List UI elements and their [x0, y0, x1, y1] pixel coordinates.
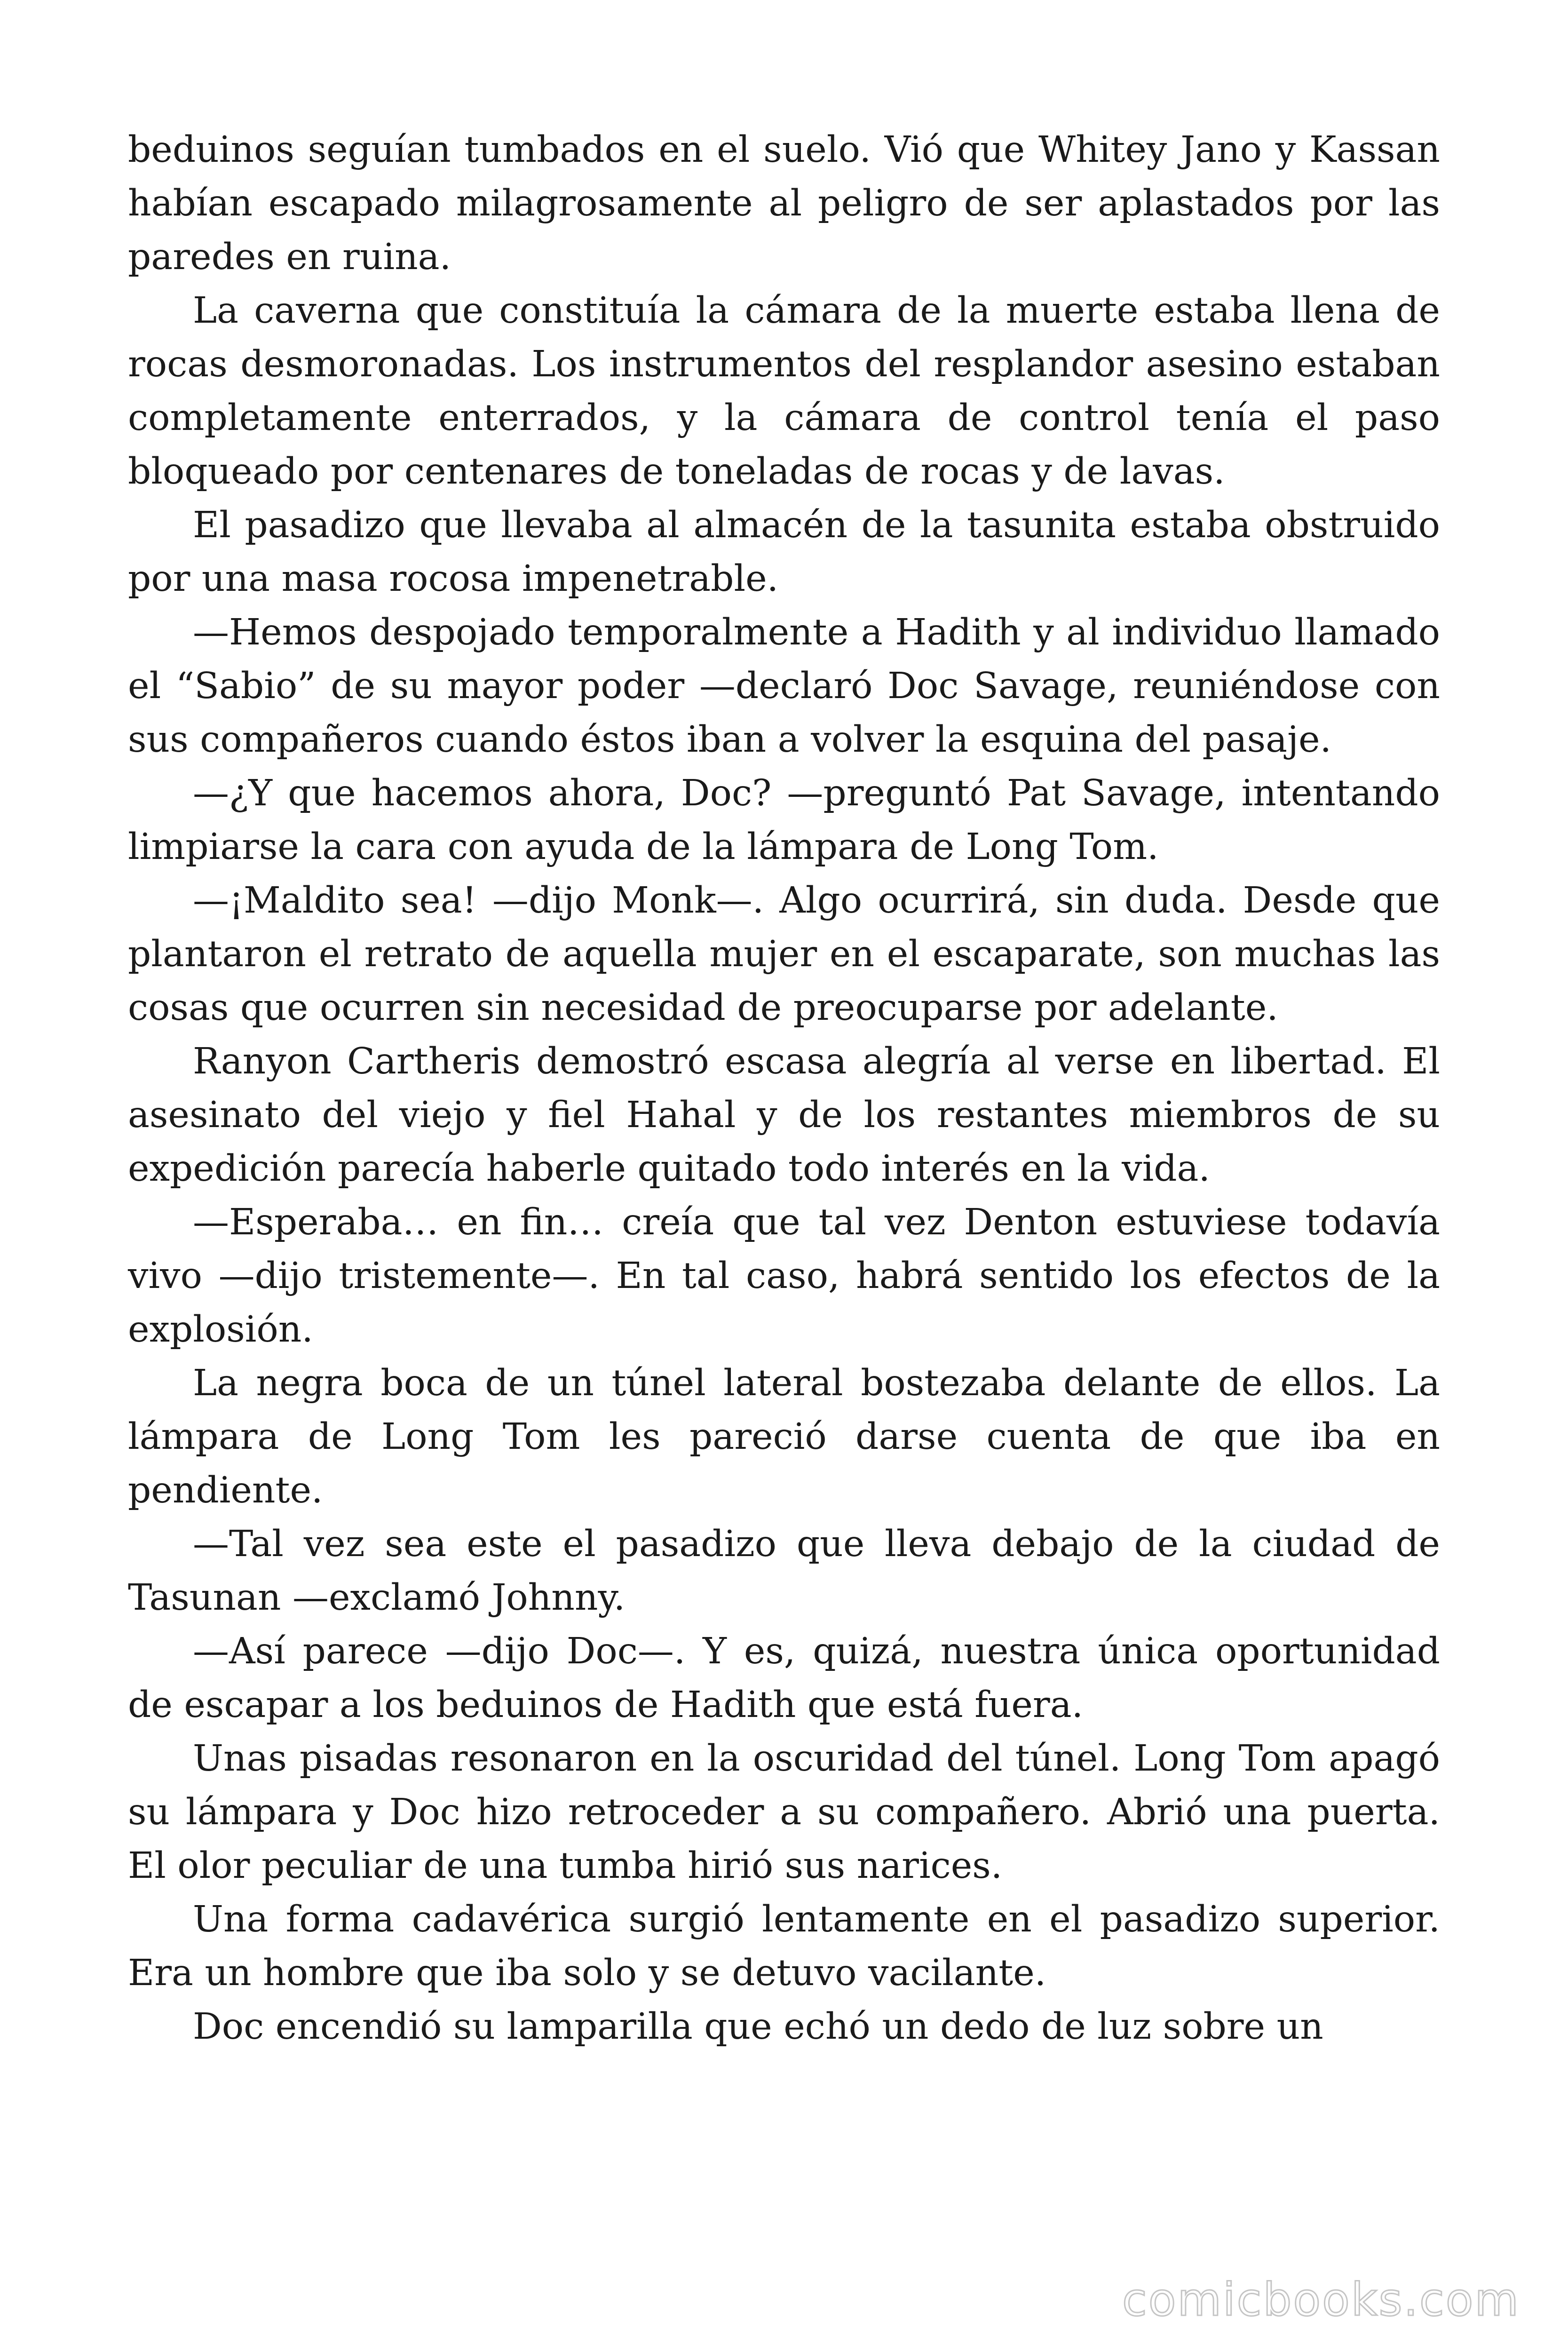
paragraph-14: Doc encendió su lamparilla que echó un dedo de luz sobre un [193, 2006, 1323, 2048]
watermark: comicbooks.com [1122, 2273, 1520, 2326]
paragraph-13: Una forma cadavérica surgió lentamente en el pasadizo superior. Era un hombre que iba solo y se detuvo vacilante. [128, 1899, 1440, 1994]
paragraph-2: La caverna que constituía la cámara de la muerte estaba llena de rocas desmoronadas. Los instrumentos del resplandor asesino estaban completamente enterrados, y la cámara de control tenía el paso bloqueado por centenares de toneladas de rocas y de lavas. [128, 290, 1440, 493]
paragraph-4: —Hemos despojado temporalmente a Hadith y al individuo llamado el “Sabio” de su mayor poder —declaró Doc Savage, reuniéndose con sus compañeros cuando éstos iban a volver la esquina del pasaje. [128, 612, 1440, 761]
paragraph-5: —¿Y que hacemos ahora, Doc? —preguntó Pat Savage, intentando limpiarse la cara con ayuda de la lámpara de Long Tom. [128, 772, 1440, 868]
page-body [128, 123, 1440, 2054]
paragraph-6: —¡Maldito sea! —dijo Monk—. Algo ocurrirá, sin duda. Desde que plantaron el retrato de aquella mujer en el escaparate, son muchas las cosas que ocurren sin necesidad de preocuparse por adelante. [128, 880, 1440, 1029]
paragraph-7: Ranyon Cartheris demostró escasa alegría al verse en libertad. El asesinato del viejo y fiel Hahal y de los restantes miembros de su expedición parecía haberle quitado todo interés en la vida. [128, 1041, 1440, 1190]
paragraph-12: Unas pisadas resonaron en la oscuridad del túnel. Long Tom apagó su lámpara y Doc hizo retroceder a su compañero. Abrió una puerta. El olor peculiar de una tumba hirió sus narices. [128, 1738, 1440, 1887]
paragraph-1: beduinos seguían tumbados en el suelo. Vió que Whitey Jano y Kassan habían escapado milagrosamente al peligro de ser aplastados por las paredes en ruina. [128, 129, 1440, 278]
paragraph-11: —Así parece —dijo Doc—. Y es, quizá, nuestra única oportunidad de escapar a los beduinos de Hadith que está fuera. [128, 1630, 1440, 1726]
paragraph-8: —Esperaba… en fin… creía que tal vez Denton estuviese todavía vivo —dijo tristemente—. En tal caso, habrá sentido los efectos de la explosión. [128, 1201, 1440, 1351]
paragraph-10: —Tal vez sea este el pasadizo que lleva debajo de la ciudad de Tasunan —exclamó Johnny. [128, 1523, 1440, 1619]
paragraph-9: La negra boca de un túnel lateral bostezaba delante de ellos. La lámpara de Long Tom les pareció darse cuenta de que iba en pendiente. [128, 1362, 1440, 1511]
paragraph-3: El pasadizo que llevaba al almacén de la tasunita estaba obstruido por una masa rocosa impenetrable. [128, 504, 1440, 600]
